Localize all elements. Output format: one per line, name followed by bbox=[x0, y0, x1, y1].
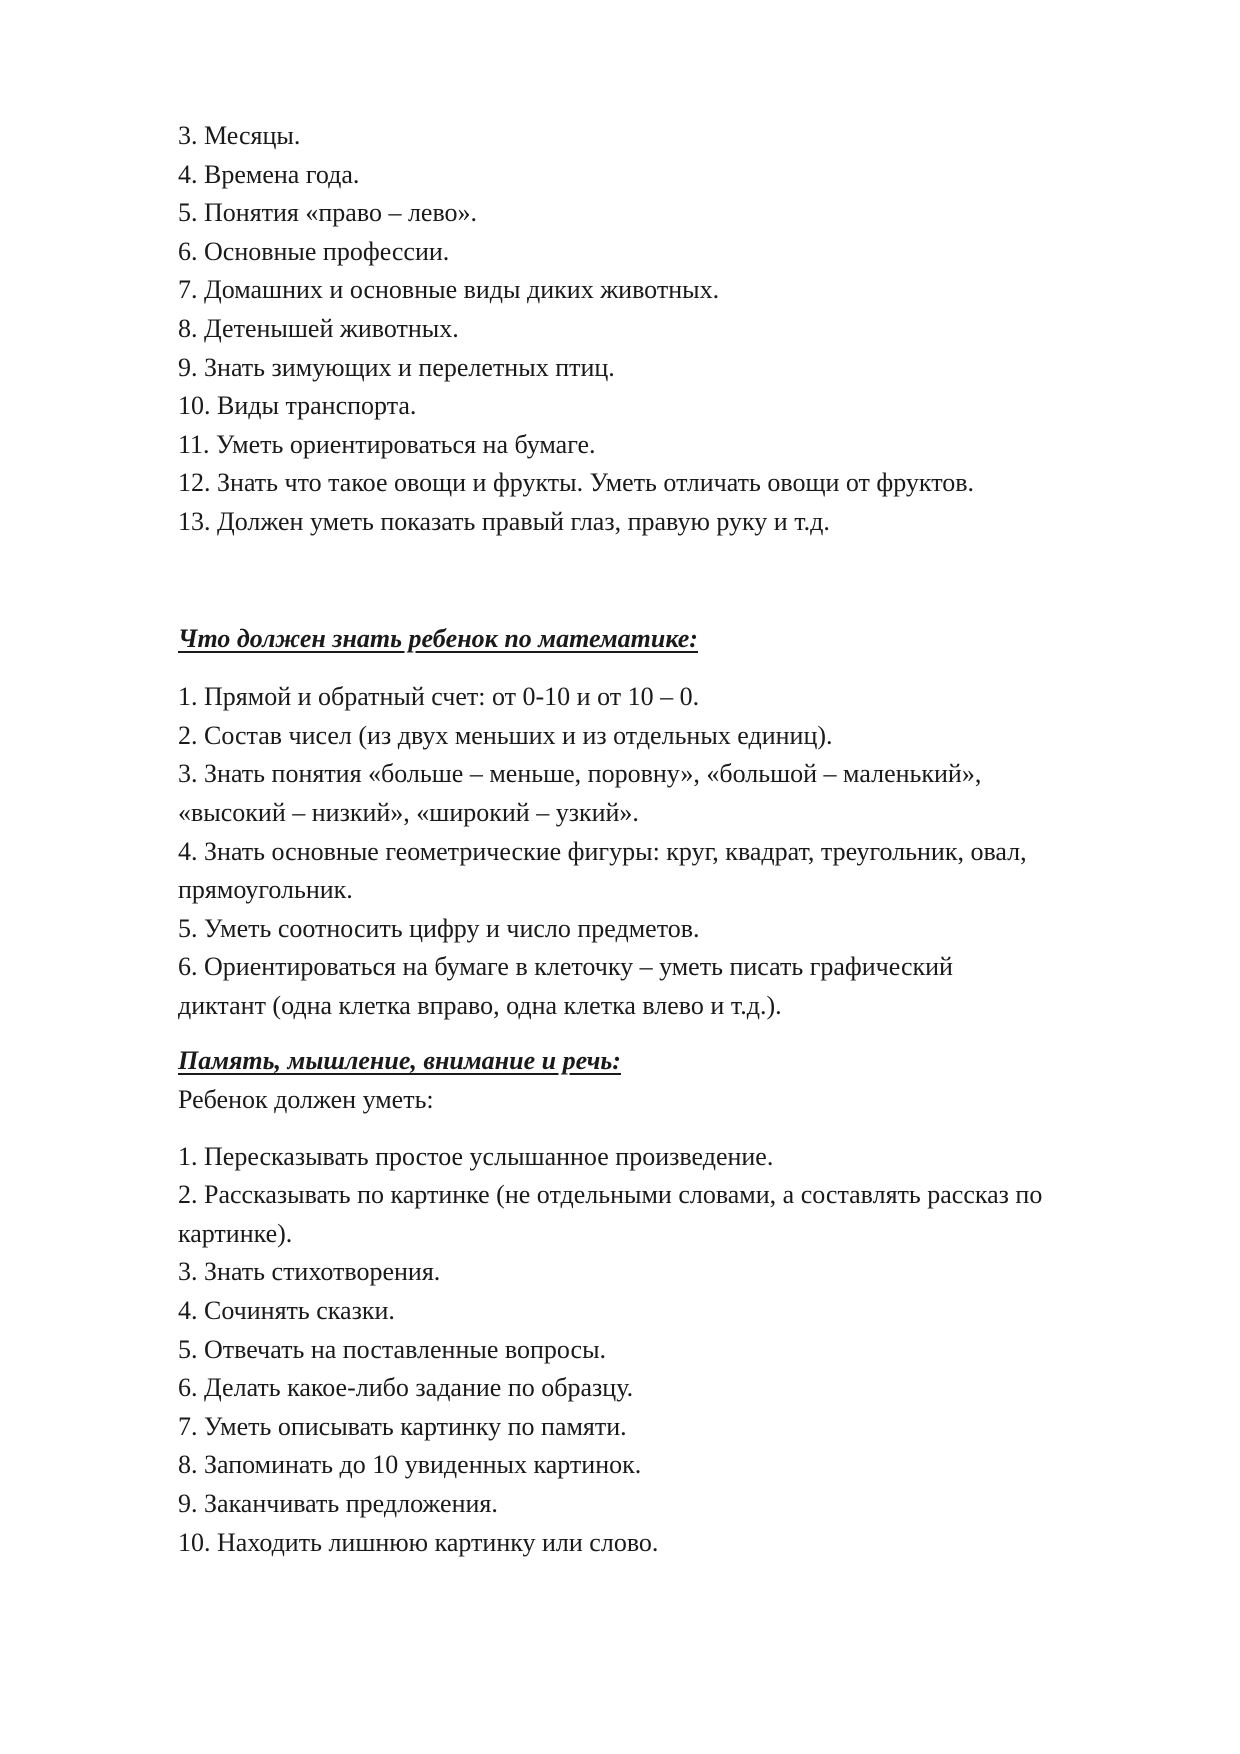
list-item-continuation: прямоугольник. bbox=[178, 875, 353, 905]
memory-section-intro: Ребенок должен уметь: bbox=[178, 1085, 434, 1115]
list-item: 3. Знать понятия «больше – меньше, поровну», «большой – маленький», bbox=[178, 759, 982, 789]
list-item: 4. Времена года. bbox=[178, 159, 360, 189]
list-item: 13. Должен уметь показать правый глаз, правую руку и т.д. bbox=[178, 506, 830, 536]
math-section bbox=[178, 620, 1178, 1026]
list-item: 9. Знать зимующих и перелетных птиц. bbox=[178, 352, 615, 382]
list-item: 5. Отвечать на поставленные вопросы. bbox=[178, 1334, 607, 1364]
list-item: 10. Находить лишнюю картинку или слово. bbox=[178, 1527, 659, 1557]
list-item: 1. Пересказывать простое услышанное произведение. bbox=[178, 1141, 774, 1171]
list-item-continuation: картинке). bbox=[178, 1218, 293, 1248]
list-item: 11. Уметь ориентироваться на бумаге. bbox=[178, 429, 596, 459]
list-item: 9. Заканчивать предложения. bbox=[178, 1489, 498, 1518]
memory-section-heading: Память, мышление, внимание и речь: bbox=[178, 1046, 621, 1076]
list-item: 2. Рассказывать по картинке (не отдельными словами, а составлять рассказ по bbox=[178, 1180, 1043, 1210]
memory-section bbox=[178, 1042, 1178, 1562]
list-item: 3. Знать стихотворения. bbox=[178, 1257, 441, 1287]
list-item: 10. Виды транспорта. bbox=[178, 391, 417, 421]
list-item: 5. Уметь соотносить цифру и число предметов. bbox=[178, 913, 700, 943]
list-item: 2. Состав чисел (из двух меньших и из отдельных единиц). bbox=[178, 720, 833, 750]
list-item: 6. Основные профессии. bbox=[178, 236, 450, 266]
list-item-continuation: «высокий – низкий», «широкий – узкий». bbox=[178, 797, 639, 827]
list-item: 8. Запоминать до 10 увиденных картинок. bbox=[178, 1450, 642, 1480]
document-page bbox=[178, 117, 1178, 1562]
list-item: 12. Знать что такое овощи и фрукты. Уметь отличать овощи от фруктов. bbox=[178, 468, 974, 498]
list-item: 5. Понятия «право – лево». bbox=[178, 198, 478, 228]
list-item: 1. Прямой и обратный счет: от 0-10 и от 10 – 0. bbox=[178, 682, 700, 712]
list-item: 6. Ориентироваться на бумаге в клеточку – уметь писать графический bbox=[178, 952, 953, 982]
list-item: 8. Детенышей животных. bbox=[178, 313, 459, 343]
list-item: 4. Сочинять сказки. bbox=[178, 1296, 395, 1326]
list-item: 7. Домашних и основные виды диких животных. bbox=[178, 275, 720, 305]
list-item: 6. Делать какое-либо задание по образцу. bbox=[178, 1373, 634, 1403]
general-knowledge-list bbox=[178, 117, 1178, 542]
math-section-heading: Что должен знать ребенок по математике: bbox=[178, 623, 698, 653]
list-item: 4. Знать основные геометрические фигуры: круг, квадрат, треугольник, овал, bbox=[178, 836, 1027, 866]
list-item: 7. Уметь описывать картинку по памяти. bbox=[178, 1411, 627, 1441]
list-item-continuation: диктант (одна клетка вправо, одна клетка влево и т.д.). bbox=[178, 990, 782, 1020]
list-item: 3. Месяцы. bbox=[178, 121, 301, 150]
